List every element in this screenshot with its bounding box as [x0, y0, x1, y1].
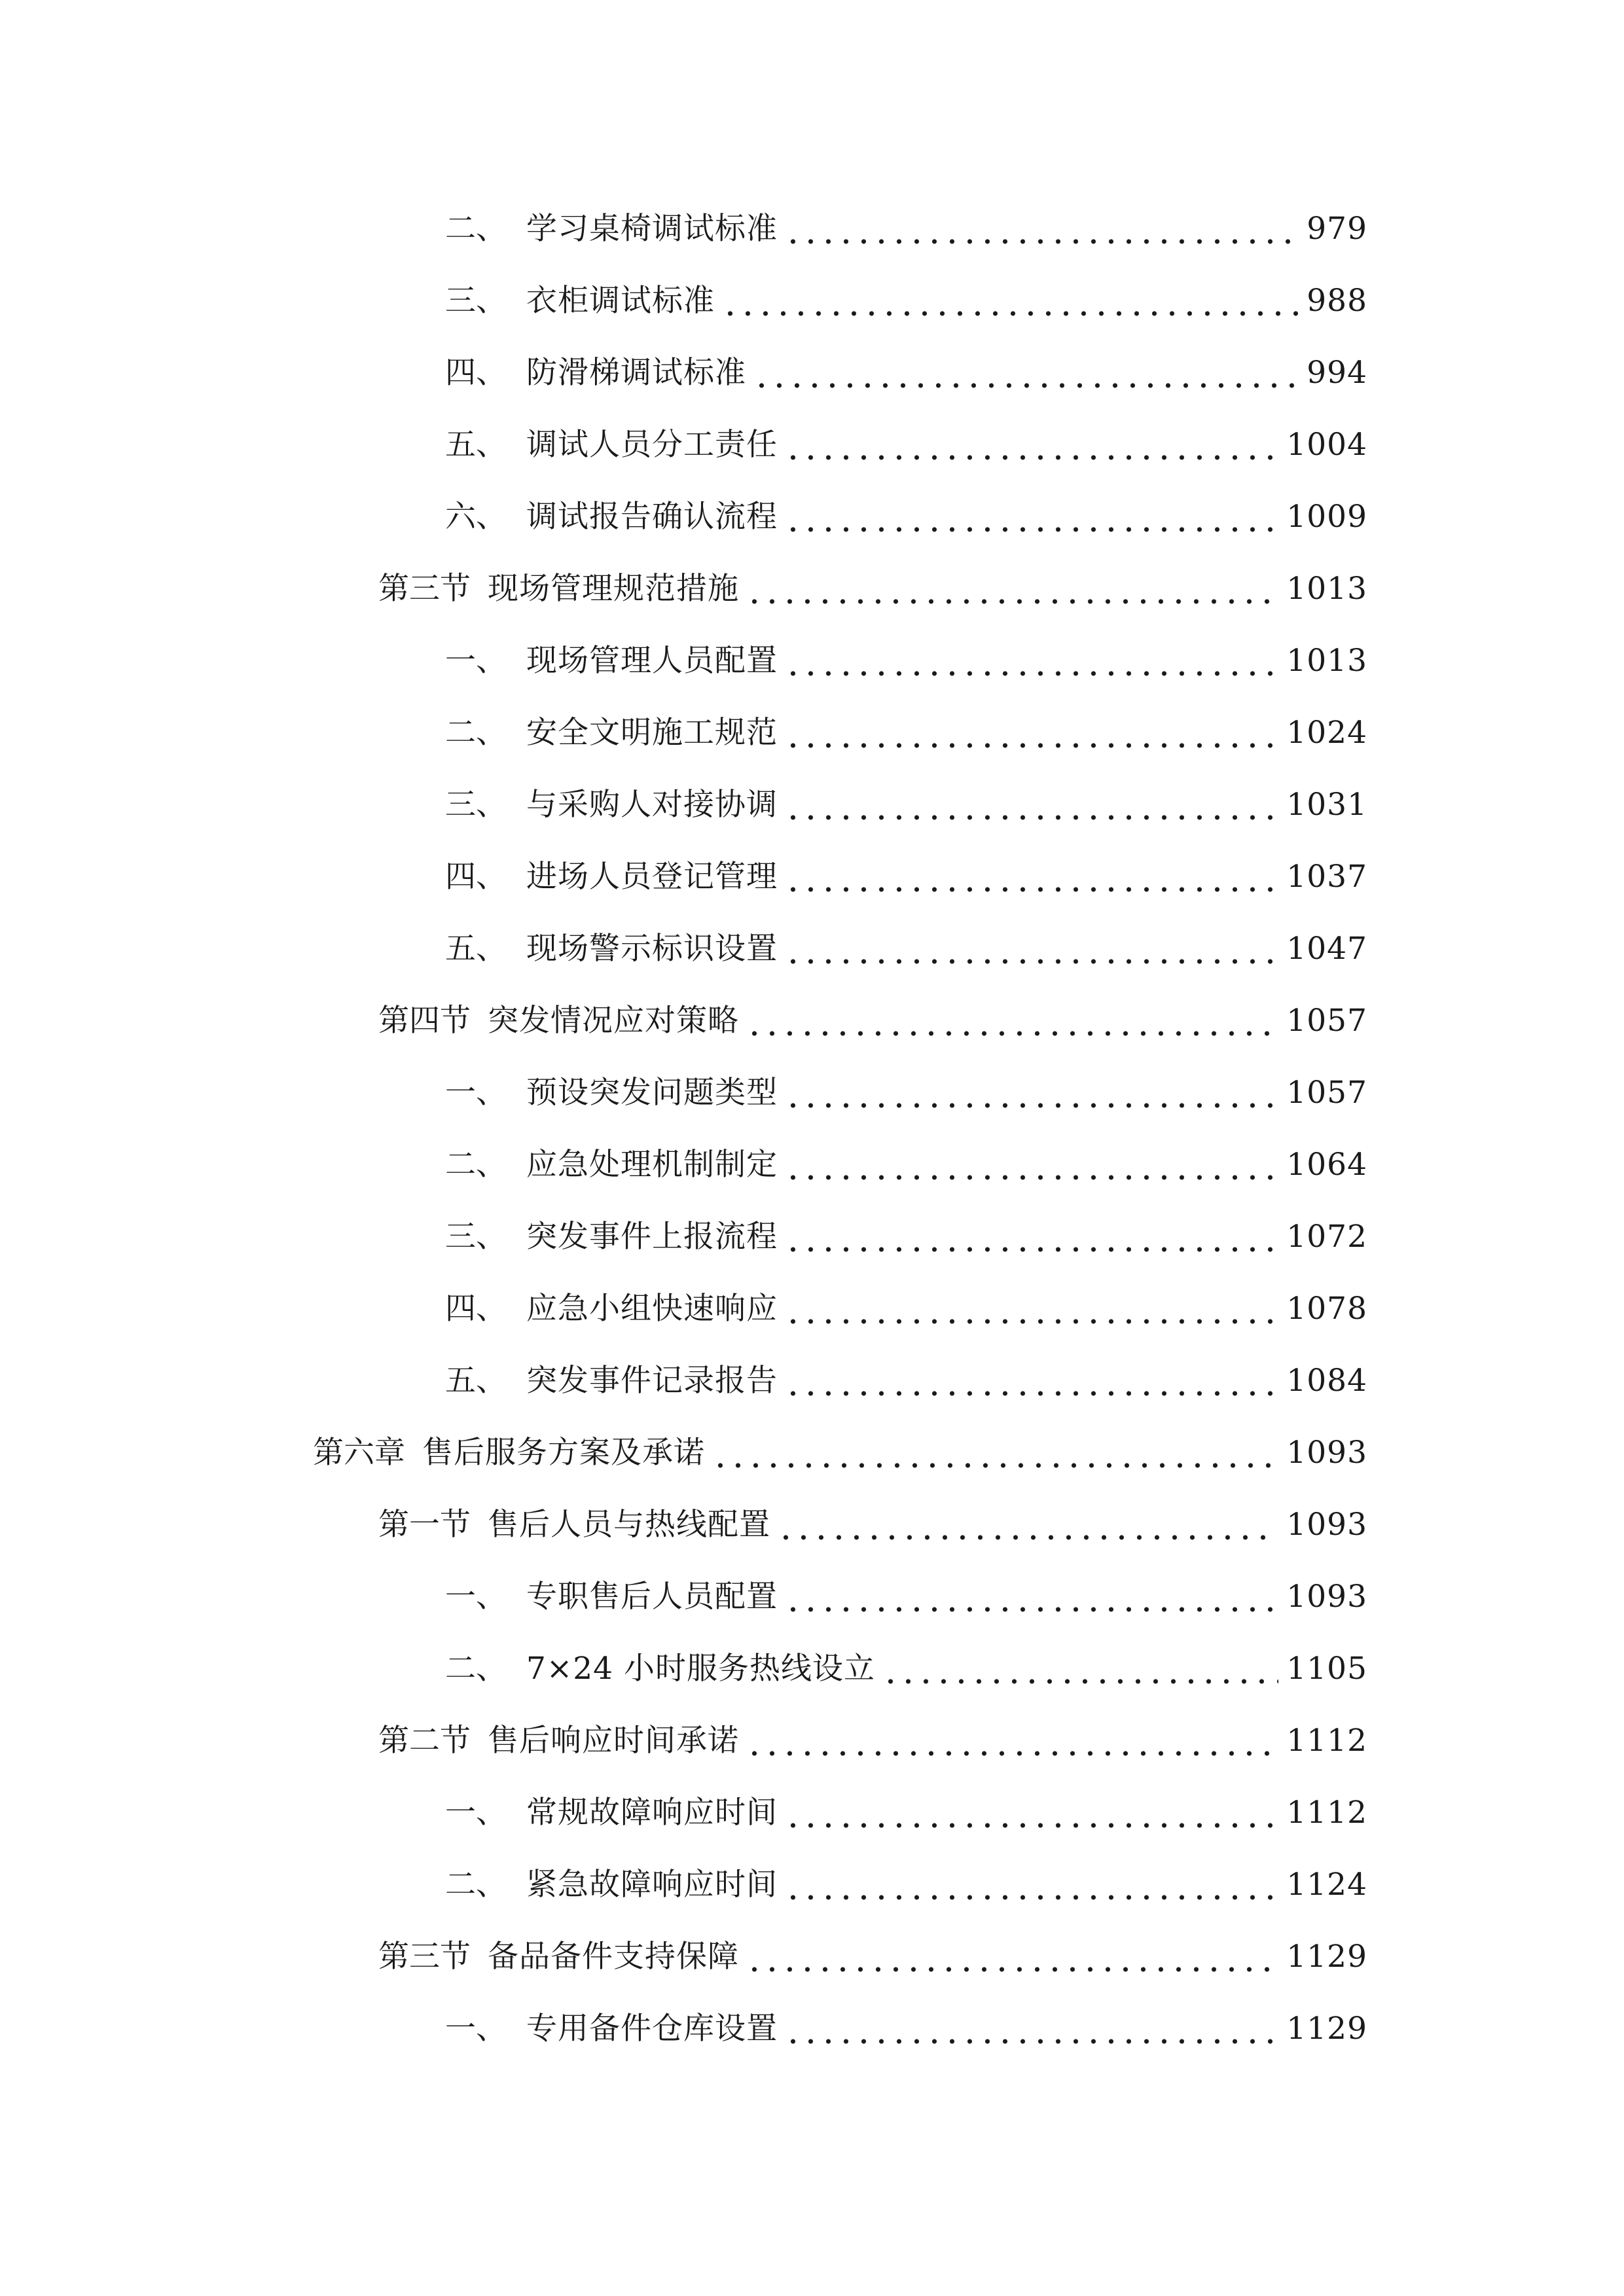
- toc-dot-leader: [784, 1174, 1278, 1181]
- toc-entry-page: 1004: [1286, 427, 1367, 463]
- toc-entry-page: 1009: [1286, 499, 1367, 535]
- toc-entry-page: 1031: [1286, 787, 1367, 823]
- toc-dot-leader: [712, 1462, 1278, 1469]
- toc-entry[interactable]: [445, 347, 1367, 399]
- toc-entry-title: 备品备件支持保障: [488, 1939, 739, 1975]
- toc-dot-leader: [746, 1966, 1278, 1973]
- toc-dot-leader: [784, 2038, 1278, 2045]
- toc-dot-leader: [746, 1750, 1278, 1757]
- toc-entry-number: 第三节: [378, 1939, 471, 1975]
- toc-entry-page: 1064: [1286, 1147, 1367, 1183]
- toc-dot-leader: [784, 742, 1278, 749]
- toc-entry-page: 1057: [1286, 1075, 1367, 1111]
- toc-entry-number: 五、: [445, 931, 507, 967]
- toc-entry[interactable]: [445, 2003, 1367, 2055]
- toc-entry-title: 售后响应时间承诺: [488, 1723, 739, 1759]
- toc-entry-number: 三、: [445, 1219, 507, 1255]
- toc-entry-title: 突发情况应对策略: [488, 1003, 739, 1039]
- toc-entry[interactable]: [445, 1787, 1367, 1839]
- toc-entry-section[interactable]: [378, 1715, 1367, 1767]
- toc-dot-leader: [784, 958, 1278, 965]
- toc-entry-number: 一、: [445, 1579, 507, 1615]
- toc-entry-title: 售后服务方案及承诺: [422, 1435, 705, 1471]
- toc-entry-number: 第六章: [313, 1435, 405, 1471]
- toc-entry[interactable]: [445, 635, 1367, 687]
- toc-entry-number: 第三节: [378, 571, 471, 607]
- toc-entry-title: 学习桌椅调试标准: [526, 211, 778, 247]
- toc-entry-page: 994: [1307, 355, 1367, 391]
- toc-entry-page: 1129: [1286, 2011, 1367, 2047]
- toc-dot-leader: [784, 1822, 1278, 1829]
- toc-entry-number: 一、: [445, 1075, 507, 1111]
- toc-dot-leader: [753, 382, 1299, 389]
- toc-entry-number: 一、: [445, 643, 507, 679]
- toc-entry-number: 五、: [445, 1363, 507, 1399]
- toc-entry[interactable]: [445, 1139, 1367, 1191]
- toc-entry-number: 四、: [445, 859, 507, 895]
- toc-entry-number: 一、: [445, 1795, 507, 1831]
- toc-entry-number: 二、: [445, 211, 507, 247]
- toc-entry[interactable]: [445, 707, 1367, 759]
- toc-entry-number: 六、: [445, 499, 507, 535]
- toc-entry[interactable]: [445, 1643, 1367, 1695]
- toc-entry[interactable]: [445, 203, 1367, 255]
- toc-entry-title: 预设突发问题类型: [526, 1075, 778, 1111]
- toc-entry-title: 进场人员登记管理: [526, 859, 778, 895]
- toc-dot-leader: [784, 1606, 1278, 1613]
- toc-dot-leader: [882, 1678, 1278, 1685]
- toc-entry[interactable]: [445, 419, 1367, 471]
- toc-entry-page: 1112: [1286, 1723, 1367, 1759]
- toc-entry-title: 常规故障响应时间: [526, 1795, 778, 1831]
- toc-entry-number: 第一节: [378, 1507, 471, 1543]
- toc-entry-number: 二、: [445, 1147, 507, 1183]
- toc-entry-title: 突发事件记录报告: [526, 1363, 778, 1399]
- toc-entry-section[interactable]: [378, 1931, 1367, 1983]
- toc-entry-page: 1093: [1286, 1579, 1367, 1615]
- toc-entry-page: 1037: [1286, 859, 1367, 895]
- toc-dot-leader: [784, 1246, 1278, 1253]
- toc-entry[interactable]: [445, 1859, 1367, 1911]
- toc-entry-page: 1105: [1286, 1651, 1367, 1687]
- toc-dot-leader: [784, 814, 1278, 821]
- toc-entry-page: 1024: [1286, 715, 1367, 751]
- toc-entry-number: 二、: [445, 1867, 507, 1903]
- toc-dot-leader: [784, 1894, 1278, 1901]
- toc-entry[interactable]: [445, 1571, 1367, 1623]
- toc-entry-page: 979: [1307, 211, 1367, 247]
- toc-entry-page: 1093: [1286, 1507, 1367, 1543]
- toc-entry-section[interactable]: [378, 1499, 1367, 1551]
- toc-entry-title: 紧急故障响应时间: [526, 1867, 778, 1903]
- toc-entry-title: 7×24 小时服务热线设立: [526, 1651, 876, 1687]
- toc-entry-page: 1072: [1286, 1219, 1367, 1255]
- toc-entry-title: 专职售后人员配置: [526, 1579, 778, 1615]
- toc-entry[interactable]: [445, 1355, 1367, 1407]
- toc-entry-page: 988: [1307, 283, 1367, 319]
- toc-entry[interactable]: [445, 779, 1367, 831]
- toc-entry-title: 调试人员分工责任: [526, 427, 778, 463]
- toc-entry-section[interactable]: [378, 563, 1367, 615]
- toc-entry-page: 1093: [1286, 1435, 1367, 1471]
- toc-entry-number: 五、: [445, 427, 507, 463]
- toc-dot-leader: [784, 886, 1278, 893]
- toc-entry-title: 安全文明施工规范: [526, 715, 778, 751]
- toc-entry-page: 1112: [1286, 1795, 1367, 1831]
- toc-dot-leader: [784, 526, 1278, 533]
- toc-entry-title: 现场管理人员配置: [526, 643, 778, 679]
- toc-entry-number: 第二节: [378, 1723, 471, 1759]
- toc-entry-page: 1124: [1286, 1867, 1367, 1903]
- toc-entry-number: 一、: [445, 2011, 507, 2047]
- toc-entry-page: 1129: [1286, 1939, 1367, 1975]
- toc-entry-title: 应急小组快速响应: [526, 1291, 778, 1327]
- toc-entry-number: 四、: [445, 1291, 507, 1327]
- toc-dot-leader: [746, 598, 1278, 605]
- toc-dot-leader: [784, 670, 1278, 677]
- toc-entry-page: 1084: [1286, 1363, 1367, 1399]
- toc-entry-number: 四、: [445, 355, 507, 391]
- toc-entry-title: 售后人员与热线配置: [488, 1507, 770, 1543]
- toc-entry-title: 突发事件上报流程: [526, 1219, 778, 1255]
- toc-entry[interactable]: [445, 1211, 1367, 1263]
- toc-entry-page: 1013: [1286, 643, 1367, 679]
- toc-entry-title: 防滑梯调试标准: [526, 355, 746, 391]
- toc-entry-number: 二、: [445, 1651, 507, 1687]
- toc-entry-chapter[interactable]: [313, 1427, 1367, 1479]
- toc-dot-leader: [784, 454, 1278, 461]
- toc-entry-title: 应急处理机制制定: [526, 1147, 778, 1183]
- toc-entry[interactable]: [445, 1067, 1367, 1119]
- toc-entry-page: 1013: [1286, 571, 1367, 607]
- toc-entry-title: 现场管理规范措施: [488, 571, 739, 607]
- toc-entry-title: 现场警示标识设置: [526, 931, 778, 967]
- toc-entry-title: 调试报告确认流程: [526, 499, 778, 535]
- toc-dot-leader: [777, 1534, 1278, 1541]
- toc-entry-page: 1047: [1286, 931, 1367, 967]
- toc-dot-leader: [784, 238, 1299, 245]
- toc-entry-title: 专用备件仓库设置: [526, 2011, 778, 2047]
- toc-dot-leader: [721, 310, 1299, 317]
- toc-entry[interactable]: [445, 923, 1367, 975]
- toc-dot-leader: [784, 1390, 1278, 1397]
- toc-entry-number: 三、: [445, 787, 507, 823]
- toc-entry[interactable]: [445, 1283, 1367, 1335]
- toc-entry-number: 三、: [445, 283, 507, 319]
- toc-entry[interactable]: [445, 275, 1367, 327]
- toc-dot-leader: [746, 1030, 1278, 1037]
- toc-entry-section[interactable]: [378, 995, 1367, 1047]
- toc-entry-number: 第四节: [378, 1003, 471, 1039]
- toc-entry[interactable]: [445, 851, 1367, 903]
- toc-entry[interactable]: [445, 491, 1367, 543]
- toc-dot-leader: [784, 1102, 1278, 1109]
- toc-entry-page: 1057: [1286, 1003, 1367, 1039]
- toc-entry-title: 衣柜调试标准: [526, 283, 715, 319]
- toc-entry-number: 二、: [445, 715, 507, 751]
- toc-entry-title: 与采购人对接协调: [526, 787, 778, 823]
- toc-dot-leader: [784, 1318, 1278, 1325]
- toc-entry-page: 1078: [1286, 1291, 1367, 1327]
